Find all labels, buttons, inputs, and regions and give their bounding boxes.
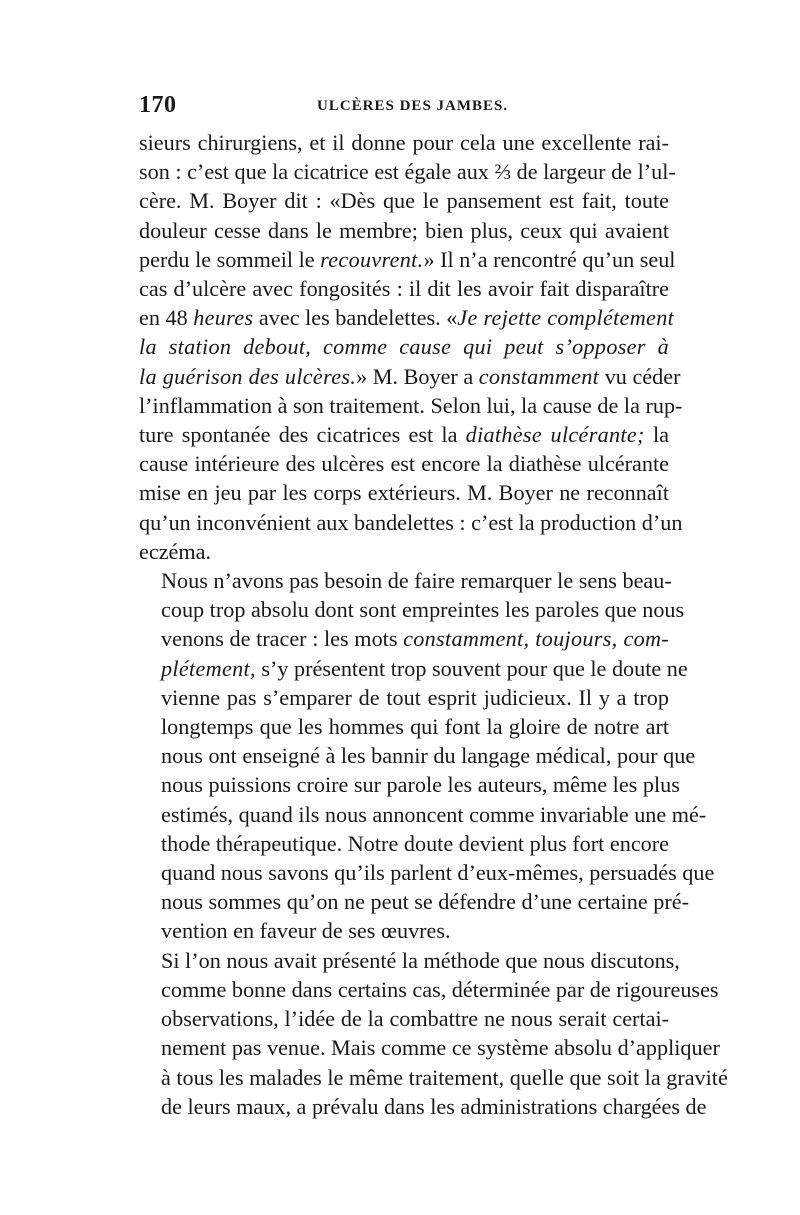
text-run: coup trop absolu dont sont empreintes les paroles que nous [161,597,685,623]
text-line [139,449,669,478]
running-head: ULCÈRES DES JAMBES. [317,98,509,114]
text-run: vu céder [599,363,681,389]
text-line [139,478,669,507]
text-line [139,274,669,303]
text-line [139,1092,707,1121]
text-run: nous ont enseigné à les bannir du langage médical, pour que [161,743,696,769]
text-run: comme bonne dans certains cas, déterminée par de rigoureuses [161,976,719,1002]
text-run: son : c’est que la cicatrice est égale aux ⅔ de largeur de l’ul- [139,159,676,185]
text-run: de leurs maux, a prévalu dans les administrations chargées de [161,1093,707,1119]
text-line [139,946,680,975]
text-line [139,624,669,653]
text-line [139,858,715,887]
text-run: à tous les malades le même traitement, quelle que soit la gravité [161,1064,728,1090]
italic-text-run: heures [193,305,254,331]
italic-text-run: diathèse ulcérante; [465,422,645,448]
text-line [139,829,669,858]
text-run: Nous n’avons pas besoin de faire remarquer le sens beau- [161,568,672,594]
text-run: cas d’ulcère avec fongosités : il dit les avoir fait disparaître [139,276,669,302]
paragraph [139,128,683,566]
text-line [139,157,676,186]
text-run: sieurs chirurgiens, et il donne pour cela une excellente rai- [139,130,669,155]
text-run: longtemps que les hommes qui font la gloire de notre art [161,714,669,740]
text-line [139,391,683,420]
paragraph [139,946,728,1121]
text-line [139,1004,669,1033]
italic-text-run: constamment [478,363,600,389]
italic-text-run: plétement, [161,655,256,681]
text-line [139,245,676,274]
text-run: cause intérieure des ulcères est encore la diathèse ulcérante [139,451,669,477]
text-line [139,128,669,157]
text-line [139,770,680,799]
text-run: » Il n’a rencontré qu’un seul [423,246,676,272]
text-run: ture spontanée des cicatrices est la [139,422,466,448]
italic-text-run: recouvrent. [320,246,424,272]
italic-text-run: Je rejette complétement [457,305,675,331]
text-line [139,595,685,624]
text-run: quand nous savons qu’ils parlent d’eux-mêmes, persuadés que [161,860,715,886]
text-line [139,420,669,449]
text-run: vention en faveur de ses œuvres. [161,918,451,944]
text-line [139,332,669,361]
text-run: vienne pas s’emparer de tout esprit judicieux. Il y a trop [161,684,669,710]
text-line [139,216,669,245]
text-line [139,1033,720,1062]
text-run: estimés, quand ils nous annoncent comme invariable une mé- [161,801,707,827]
text-line [139,1063,728,1092]
text-run: nement pas venue. Mais comme ce système absolu d’appliquer [161,1035,720,1061]
page-header [139,92,669,122]
text-run: venons de tracer : les mots [161,626,404,652]
text-run: douleur cesse dans le membre; bien plus, ceux qui avaient [139,217,669,243]
text-line [139,800,707,829]
text-line [139,362,681,391]
text-line [139,683,669,712]
text-run: eczéma. [139,538,212,564]
text-run: l’inflammation à son traitement. Selon lui, la cause de la rup- [139,392,683,418]
text-run: cère. M. Boyer dit : «Dès que le pansement est fait, toute [139,188,669,214]
text-run: observations, l’idée de la combattre ne nous serait certai- [161,1006,669,1032]
italic-text-run: constamment, toujours, com- [403,626,669,652]
text-run: en 48 [139,305,194,331]
text-run: » M. Boyer a [356,363,479,389]
page-number: 170 [139,92,177,118]
italic-text-run: la station debout, comme cause qui peut s’opposer à [139,334,669,360]
text-run: nous puissions croire sur parole les auteurs, même les plus [161,772,680,798]
text-run: Si l’on nous avait présenté la méthode que nous discutons, [161,947,680,973]
text-line [139,303,675,332]
paragraph [139,566,715,946]
text-line [139,508,683,537]
text-line [139,916,669,945]
body-text [139,128,728,1121]
text-line [139,537,669,566]
text-line [139,741,696,770]
text-run: avec les bandelettes. « [253,305,458,331]
text-run: nous sommes qu’on ne peut se défendre d’une certaine pré- [161,889,689,915]
text-line [139,975,719,1004]
text-run: la [644,422,669,448]
text-line [139,654,688,683]
text-run: perdu le sommeil le [139,246,321,272]
text-run: mise en jeu par les corps extérieurs. M. Boyer ne reconnaît [139,480,669,506]
text-line [139,566,672,595]
text-run: qu’un inconvénient aux bandelettes : c’est la production d’un [139,509,683,535]
italic-text-run: la guérison des ulcères. [139,363,357,389]
text-line [139,712,669,741]
text-line [139,887,689,916]
text-run: s’y présentent trop souvent pour que le doute ne [255,655,688,681]
text-line [139,186,669,215]
text-run: thode thérapeutique. Notre doute devient plus fort encore [161,830,669,856]
